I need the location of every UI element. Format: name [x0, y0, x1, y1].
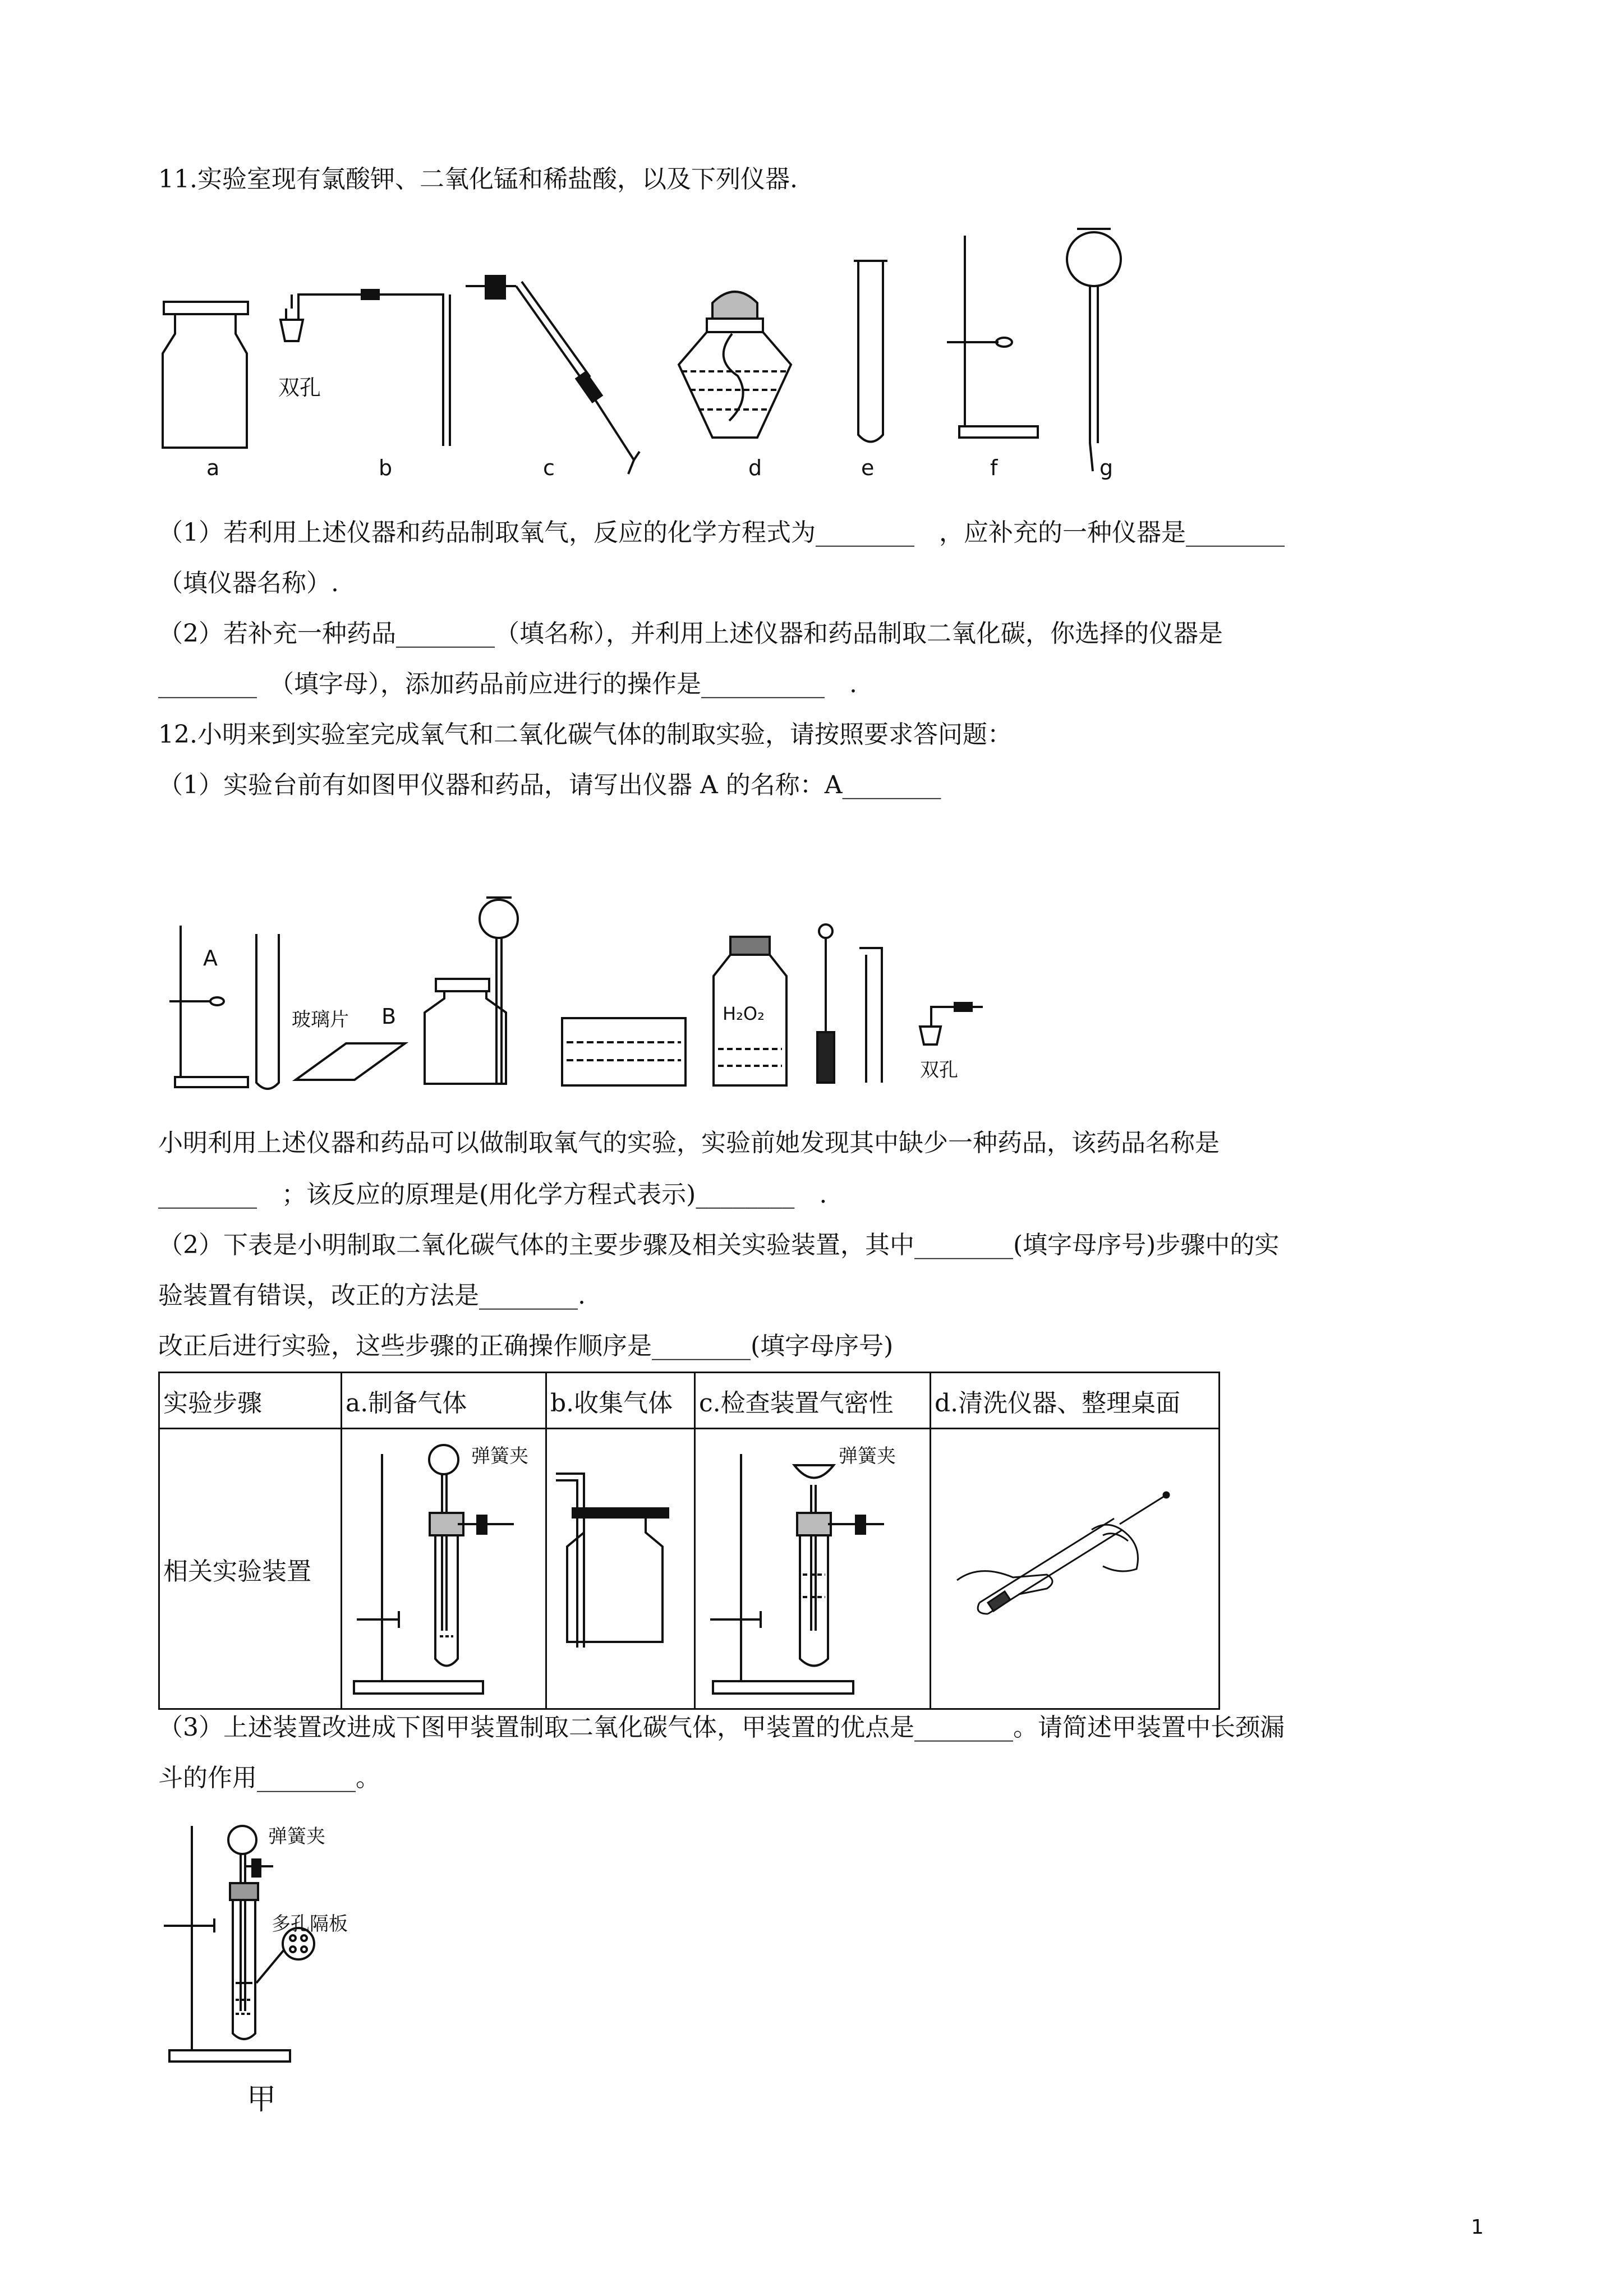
q11-label-d: d [748, 455, 762, 480]
table-header-cell: d.清洗仪器、整理桌面 [931, 1373, 1220, 1429]
table-row-label: 相关实验装置 [159, 1429, 342, 1709]
q11-title: 11.实验室现有氯酸钾、二氧化锰和稀盐酸，以及下列仪器. [158, 165, 798, 194]
test-tube-icon [256, 934, 279, 1089]
apparatus-c-cell [695, 1429, 931, 1709]
test-tube-e-icon [854, 261, 887, 442]
jia-apparatus-figure [158, 1820, 394, 2073]
q11-apparatus-figure [151, 219, 1139, 488]
q11-part1-line1: （1）若利用上述仪器和药品制取氧气，反应的化学方程式为________ ，应补充的一种仪器是________ [158, 518, 1285, 547]
q12-part3-line1: （3）上述装置改进成下图甲装置制取二氧化碳气体，甲装置的优点是________。请简述甲装置中长颈漏 [158, 1713, 1285, 1742]
bent-glass-tube-icon [859, 948, 882, 1083]
bent-tube-c-icon [466, 276, 640, 474]
airtightness-check-icon [699, 1434, 926, 1704]
q11-label-c: c [543, 455, 555, 480]
table-header-cell: c.检查装置气密性 [695, 1373, 931, 1429]
gas-collection-bottle-icon [550, 1434, 691, 1704]
iron-stand-f-icon [947, 236, 1038, 438]
q11-label-e: e [861, 455, 875, 480]
test-tube-brush-icon [817, 924, 834, 1083]
spring-clip-label-c: 弹簧夹 [839, 1445, 896, 1467]
q11-label-g: g [1099, 455, 1114, 480]
steps-table [158, 1372, 1220, 1710]
apparatus-a-cell [342, 1429, 546, 1709]
q12-label-boli: 玻璃片 [292, 1009, 349, 1031]
table-header-row [159, 1373, 1220, 1429]
apparatus-d-cell [931, 1429, 1220, 1709]
q12-label-B: B [381, 1004, 397, 1029]
q11-label-b: b [379, 455, 393, 480]
q12-instruments-figure [158, 892, 1033, 1094]
q11-part1-line2: （填仪器名称）. [158, 569, 339, 597]
gas-bottle-a-icon [163, 302, 248, 448]
q12-label-h2o2: H₂O₂ [723, 1003, 765, 1024]
gas-bottle-icon [425, 979, 506, 1084]
cleaning-tube-hands-icon [935, 1434, 1215, 1704]
q11-label-a: a [206, 455, 220, 480]
double-hole-stopper-icon [920, 1003, 983, 1045]
jia-plate-label: 多孔隔板 [272, 1913, 348, 1935]
gas-generator-icon [346, 1434, 542, 1704]
jia-caption: 甲 [247, 2083, 277, 2116]
q12-part3-line2: 斗的作用________。 [158, 1764, 380, 1792]
q12-label-shuangkong: 双孔 [920, 1059, 958, 1082]
q12-part2-line1: （2）下表是小明制取二氧化碳气体的主要步骤及相关实验装置，其中________(填字母序号)步骤中的实 [158, 1231, 1280, 1259]
q12-part2-line3: 改正后进行实验，这些步骤的正确操作顺序是________(填字母序号) [158, 1332, 894, 1360]
table-header-cell: a.制备气体 [342, 1373, 546, 1429]
alcohol-lamp-d-icon [679, 292, 791, 438]
table-header-cell: 实验步骤 [159, 1373, 342, 1429]
q12-part1-text1: 小明利用上述仪器和药品可以做制取氧气的实验，实验前她发现其中缺少一种药品，该药品名称是 [158, 1129, 1220, 1157]
q12-part1: （1）实验台前有如图甲仪器和药品，请写出仪器 A 的名称：A________ [158, 771, 941, 799]
glass-slide-icon [296, 1043, 405, 1080]
stopper-tube-b-icon [280, 290, 450, 446]
spring-clip-label-a: 弹簧夹 [471, 1445, 528, 1467]
q11-shuangkong-label: 双孔 [278, 375, 321, 400]
q12-part1-text2: ________ ；该反应的原理是(用化学方程式表示)________ . [158, 1180, 827, 1209]
table-header-cell: b.收集气体 [546, 1373, 695, 1429]
water-trough-icon [562, 1018, 686, 1085]
q11-label-f: f [990, 455, 998, 480]
q12-part2-line2: 验装置有错误，改正的方法是________. [158, 1281, 586, 1310]
q12-title: 12.小明来到实验室完成氧气和二氧化碳气体的制取实验，请按照要求答问题： [158, 720, 1012, 749]
table-row [159, 1429, 1220, 1709]
page-number: 1 [1471, 2216, 1484, 2239]
q12-label-A: A [203, 946, 218, 970]
apparatus-b-cell [546, 1429, 695, 1709]
jia-spring-clip-label: 弹簧夹 [268, 1825, 325, 1848]
q11-part2-line1: （2）若补充一种药品________（填名称），并利用上述仪器和药品制取二氧化碳，你选择的仪器是 [158, 619, 1223, 648]
long-neck-funnel-g-icon [1067, 229, 1121, 471]
q11-part2-line2: ________ （填字母），添加药品前应进行的操作是__________ . [158, 670, 857, 698]
